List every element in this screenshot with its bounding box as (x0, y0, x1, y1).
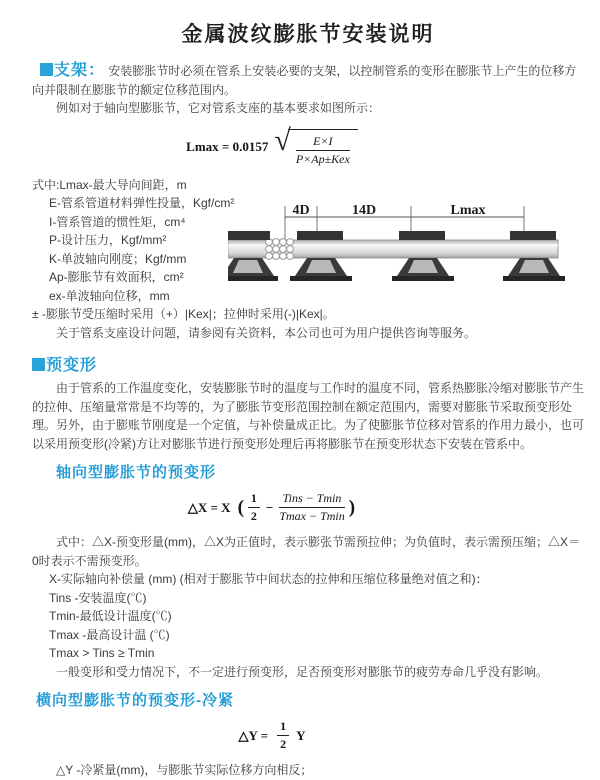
tmax-line: Tmax -最高设计温 (℃) (49, 627, 170, 642)
tins-line: Tins -安装温度(℃) (49, 590, 147, 605)
support-example-line: 例如对于轴向型膨胀节，它对管系支座的基本要求如图所示： (56, 101, 381, 115)
open-paren: ( (237, 497, 244, 518)
section-square-icon (32, 358, 45, 371)
one-half-fraction (277, 719, 289, 752)
axial-subsection-heading: 轴向型膨胀节的预变形 (56, 464, 217, 481)
sqrt-icon: √ (274, 123, 291, 157)
definition-line: K-单波轴向刚度；Kgf/mm (49, 251, 187, 266)
x-definition-line: X-实际轴向补偿量 (mm) (相对于膨胀节中间状态的拉伸和压缩位移量绝对值之和)： (49, 572, 488, 586)
dim-label-4d: 4D (292, 202, 310, 218)
lateral-explain-line: △Y -冷紧量(mm)，与膨胀节实际位移方向相反； (56, 763, 313, 777)
lateral-predeform-formula (239, 719, 306, 752)
definition-line: P-设计压力，Kgf/mm² (49, 233, 167, 247)
lateral-formula-rhs: Y (296, 727, 306, 743)
definition-line: Ap-膨胀节有效面积，cm² (49, 270, 184, 284)
temperature-relation-line: Tmax > Tins ≥ Tmin (49, 646, 155, 660)
dim-label-14d: 14D (351, 202, 377, 218)
half-denominator: 2 (250, 509, 257, 523)
predeform-note-line: 一般变形和受力情况下，不一定进行预变形，足否预变形对膨胀节的疲劳寿命几乎没有影响。 (56, 664, 549, 679)
half-denominator: 2 (280, 737, 287, 751)
consult-line: 关于管系支座设计问题，请参阅有关资料，本公司也可为用户提供咨询等服务。 (56, 325, 477, 340)
axial-explain-paragraph: 式中：△X-预变形量(mm)，△X为正值时，表示膨张节需预拉伸；为负值时，表示需预压缩；△X＝0时表示不需预变形。 (32, 535, 580, 568)
pipe-support-diagram (228, 202, 590, 304)
lateral-formula-lhs: △Y = (238, 727, 269, 743)
definition-line: E-管系管道材料弹性投量，Kgf/cm² (49, 196, 235, 210)
half-numerator: 1 (277, 719, 289, 736)
predeform-section-heading (32, 352, 584, 375)
minus-operator: − (265, 499, 274, 515)
support-intro-text: 安装膨胀节时必须在管系上安装必要的支架，以控制管系的变形在膨胀节上产生的位移方向并限制在膨胀节的额定位移范围内。 (32, 64, 577, 97)
lmax-formula (186, 123, 358, 167)
temperature-denominator: Tmax − Tmin (279, 509, 345, 523)
one-half-fraction (248, 491, 260, 524)
definition-line: 式中:Lmax-最大导向间距，m (32, 177, 187, 192)
dim-label-lmax: Lmax (450, 202, 486, 218)
predeform-heading-label: 预变形 (46, 357, 98, 374)
half-numerator: 1 (248, 491, 260, 508)
temperature-numerator: Tins − Tmin (279, 491, 344, 508)
axial-formula-lhs: △X = X (187, 499, 231, 515)
lmax-formula-numerator: E×I (296, 134, 350, 151)
temperature-fraction (279, 491, 344, 524)
definitions-and-diagram-row (32, 176, 584, 306)
predeform-intro-paragraph: 由于管系的工作温度变化，安装膨胀节时的温度与工作时的温度不同，管系热膨胀冷缩对膨胀节产生的拉伸、压缩量常常是不均等的，为了膨胀节变形范围控制在额定范围内，需要对膨胀节采取预变形处理。另外，由于膨账节刚度是一个定值，与补偿量成正比。为了使膨胀节位移对管系的作用力最小，也可以采用预变形(冷紧)方让对膨胀节进行预变形处理后再将膨胀节在预变形状态下安装在管系中。 (32, 381, 585, 451)
section-square-icon (40, 63, 53, 76)
close-paren: ) (348, 497, 356, 518)
pipe-support-diagram-svg (228, 202, 590, 304)
radical-sign (274, 123, 357, 167)
lmax-formula-fraction (288, 129, 358, 167)
support-intro-paragraph (32, 62, 584, 99)
plusminus-note-line: ± -膨胀节受压缩时采用（+）|Kex|；拉伸时采用(-)|Kex|。 (32, 307, 335, 321)
lmax-formula-lhs: Lmax = 0.0157 (186, 138, 269, 154)
document-title: 金属波纹膨胀节安装说明 (181, 23, 435, 46)
definition-line: ex-单波轴向位移，mm (49, 288, 170, 303)
axial-predeform-formula (188, 491, 356, 524)
definition-line: I-管系管道的惯性矩，cm⁴ (49, 214, 186, 229)
support-section-heading: 支架： (54, 62, 106, 79)
tmin-line: Tmin-最低设计温度(℃) (49, 609, 172, 623)
lmax-formula-denominator: P×Ap±Kex (295, 151, 350, 166)
bellows-icon (266, 238, 294, 259)
lateral-subsection-heading: 横向型膨胀节的预变形-冷紧 (36, 692, 234, 709)
